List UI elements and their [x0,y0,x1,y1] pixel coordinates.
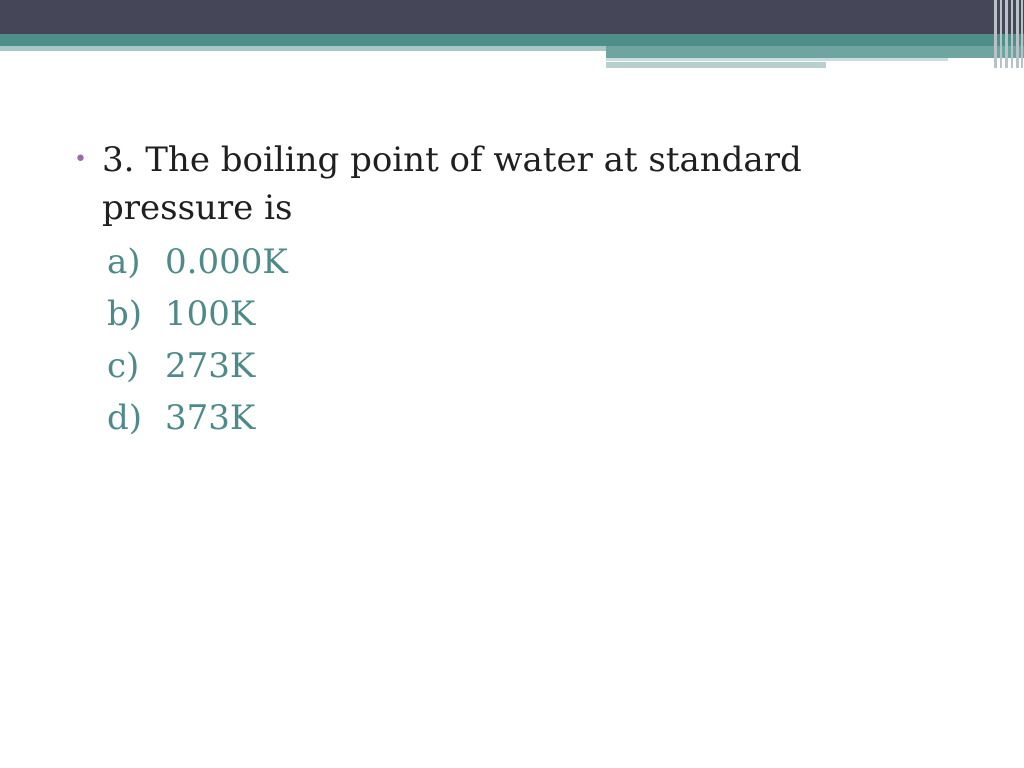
bullet-icon: • [74,147,87,172]
header-accent-block [606,46,1024,58]
option-text: 100K [165,294,256,334]
header-light-bar [0,46,606,51]
option-text: 373K [165,398,256,438]
option-letter: d) [107,398,143,438]
answer-options [107,236,954,444]
slide-body [74,136,954,444]
answer-option-a [107,236,954,288]
option-letter: b) [107,294,143,334]
header-accent-line [606,58,948,61]
header-dark-bar [0,0,1024,34]
question-item [74,136,954,232]
option-text: 0.000K [165,242,288,282]
header-stripes-decoration [994,0,1024,68]
option-text: 273K [165,346,256,386]
option-letter: a) [107,242,141,282]
header-teal-bar [0,34,1024,46]
question-text: 3. The boiling point of water at standard pressure is [102,140,802,228]
answer-option-d [107,392,954,444]
answer-option-c [107,340,954,392]
answer-option-b [107,288,954,340]
option-letter: c) [107,346,140,386]
header-accent-line-short [606,62,826,68]
